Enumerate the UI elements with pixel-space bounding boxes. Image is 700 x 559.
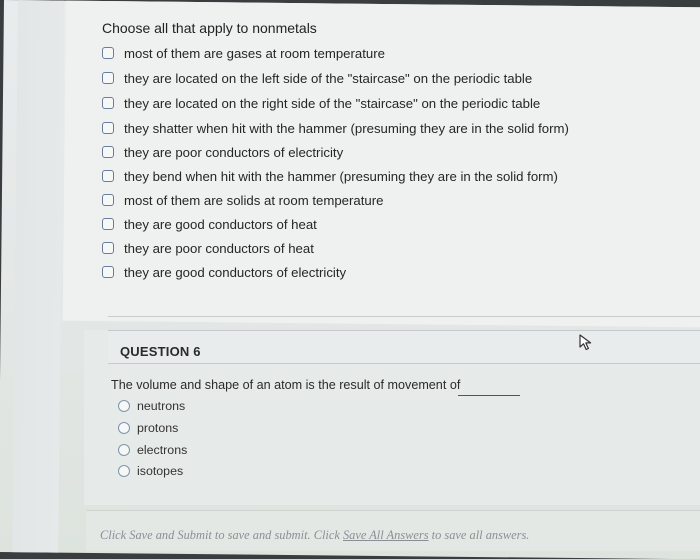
checkbox[interactable] bbox=[102, 47, 114, 59]
q5-option-2[interactable] bbox=[102, 69, 532, 87]
footer-text-2: to save all answers. bbox=[428, 528, 530, 542]
q5-option-10[interactable] bbox=[102, 263, 346, 281]
option-label: most of them are solids at room temperature bbox=[124, 192, 384, 208]
q6-option-2[interactable] bbox=[118, 419, 178, 437]
save-all-answers-link[interactable]: Save All Answers bbox=[342, 528, 429, 542]
q5-option-8[interactable] bbox=[102, 215, 317, 233]
q6-option-3[interactable] bbox=[118, 441, 187, 459]
section-divider bbox=[108, 316, 700, 317]
question-6-stem: The volume and shape of an atom is the result of movement of bbox=[111, 378, 461, 392]
option-label: they are poor conductors of heat bbox=[124, 240, 314, 256]
q5-option-7[interactable] bbox=[102, 191, 383, 209]
option-label: most of them are gases at room temperature bbox=[124, 45, 385, 61]
checkbox[interactable] bbox=[102, 97, 114, 109]
q6-option-1[interactable] bbox=[118, 397, 185, 415]
checkbox[interactable] bbox=[102, 266, 114, 278]
left-margin bbox=[12, 0, 64, 552]
q5-option-6[interactable] bbox=[102, 167, 558, 185]
footer-text-1: Click Save and Submit to save and submit. Click bbox=[100, 528, 343, 542]
option-label: protons bbox=[137, 421, 179, 435]
q5-option-3[interactable] bbox=[102, 94, 540, 112]
radio-button[interactable] bbox=[118, 422, 130, 434]
radio-button[interactable] bbox=[118, 400, 130, 412]
checkbox[interactable] bbox=[102, 146, 114, 158]
question-5-prompt: Choose all that apply to nonmetals bbox=[102, 20, 317, 36]
q5-option-9[interactable] bbox=[102, 239, 314, 257]
option-label: they are located on the right side of the "staircase" on the periodic table bbox=[124, 95, 541, 111]
option-label: they shatter when hit with the hammer (presuming they are in the solid form) bbox=[124, 120, 569, 136]
checkbox[interactable] bbox=[102, 122, 114, 134]
option-label: they are good conductors of electricity bbox=[124, 264, 347, 280]
footer-instructions bbox=[100, 528, 529, 543]
option-label: they bend when hit with the hammer (presuming they are in the solid form) bbox=[124, 168, 558, 184]
option-label: they are located on the left side of the "staircase" on the periodic table bbox=[124, 70, 533, 86]
q6-option-4[interactable] bbox=[118, 462, 183, 480]
answer-blank bbox=[458, 395, 520, 396]
option-label: isotopes bbox=[137, 464, 184, 478]
question-6-title: QUESTION 6 bbox=[120, 344, 201, 359]
checkbox[interactable] bbox=[102, 242, 114, 254]
checkbox[interactable] bbox=[102, 170, 114, 182]
checkbox[interactable] bbox=[102, 194, 114, 206]
option-label: they are poor conductors of electricity bbox=[124, 144, 344, 160]
q5-option-1[interactable] bbox=[102, 44, 385, 62]
checkbox[interactable] bbox=[102, 218, 114, 230]
option-label: they are good conductors of heat bbox=[124, 216, 317, 232]
q5-option-5[interactable] bbox=[102, 143, 343, 161]
radio-button[interactable] bbox=[118, 465, 130, 477]
checkbox[interactable] bbox=[102, 72, 114, 84]
radio-button[interactable] bbox=[118, 444, 130, 456]
option-label: electrons bbox=[137, 443, 188, 457]
mouse-pointer-icon bbox=[578, 333, 596, 351]
q5-option-4[interactable] bbox=[102, 119, 569, 137]
option-label: neutrons bbox=[137, 399, 186, 413]
